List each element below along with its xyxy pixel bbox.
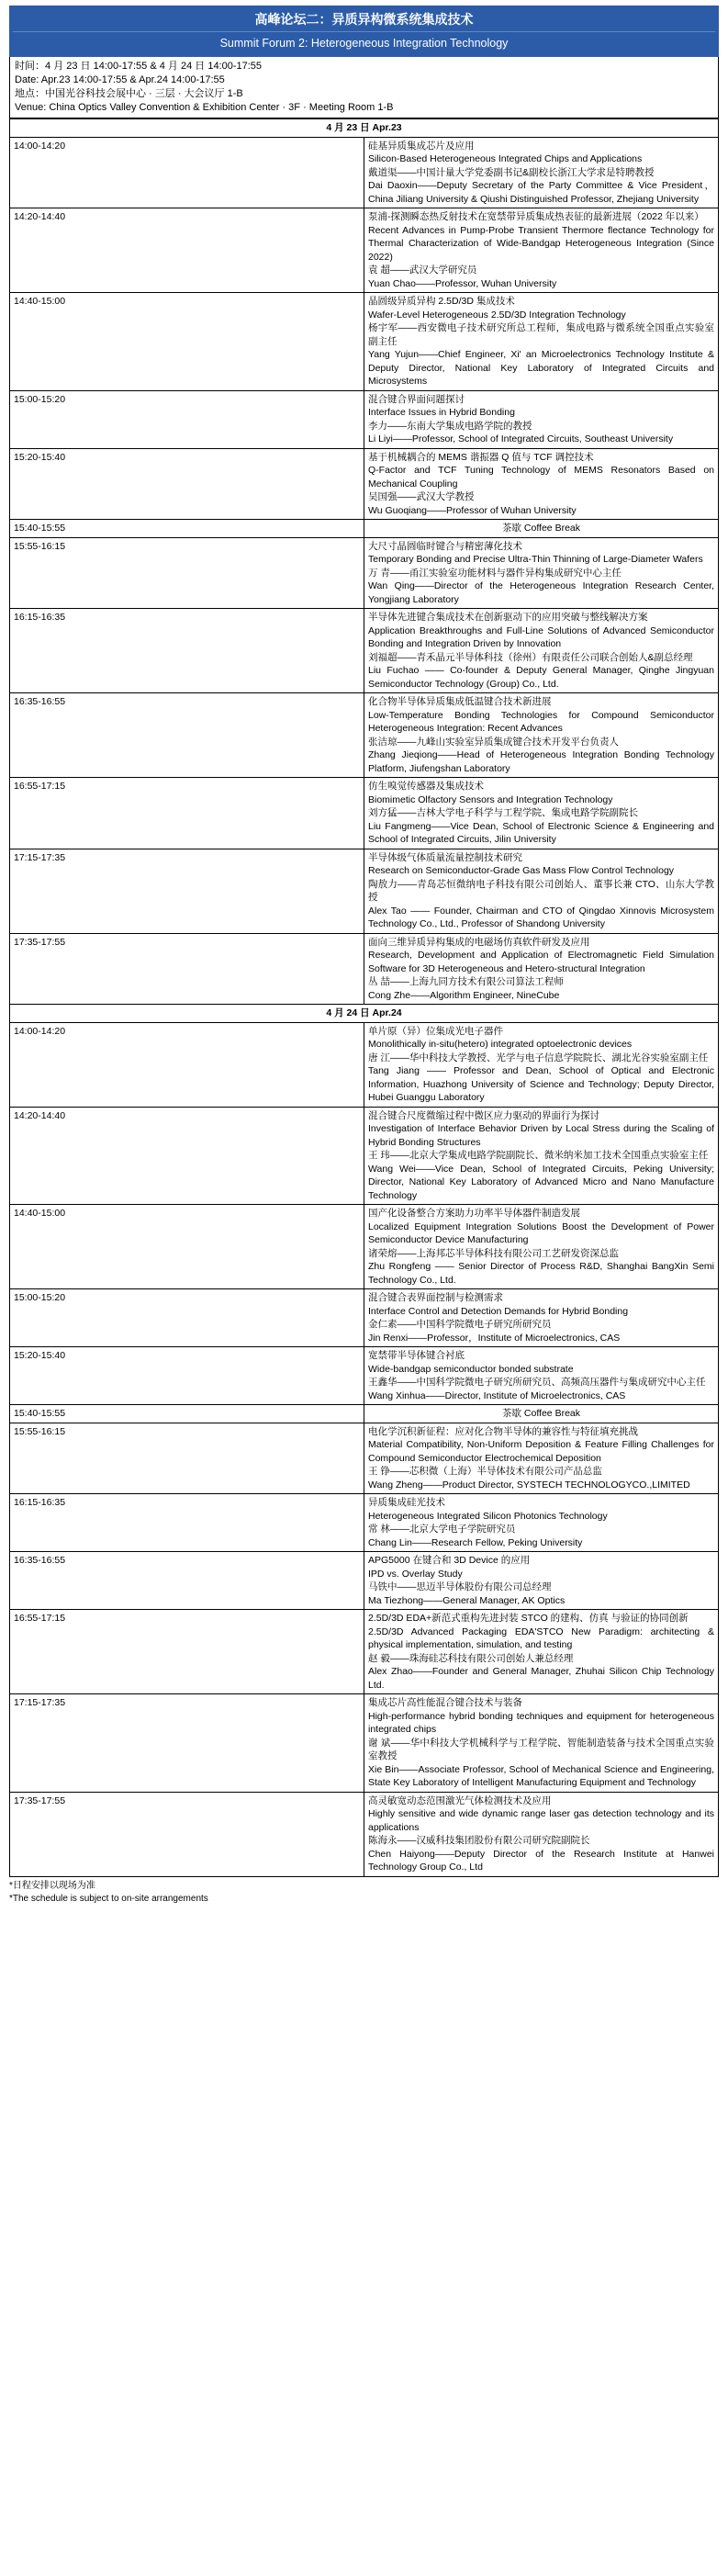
session-time: 15:00-15:20 <box>10 390 364 448</box>
session-details <box>364 293 719 391</box>
forum-meta <box>9 57 719 118</box>
session-row <box>10 849 719 933</box>
session-line: 赵 毅——珠海硅芯科技有限公司创始人兼总经理 <box>368 1652 574 1664</box>
session-line: 集成芯片高性能混合键合技术与装备 <box>368 1697 522 1708</box>
session-line: 陶敖力——青岛芯恒微纳电子科技有限公司创始人、董事长兼 CTO、山东大学教授 <box>368 878 714 903</box>
session-line: Research on Semiconductor-Grade Gas Mass Flow Control Technology <box>368 865 675 876</box>
session-details <box>364 933 719 1005</box>
session-line: Highly sensitive and wide dynamic range laser gas detection technology and its applications <box>368 1808 714 1833</box>
session-time: 17:15-17:35 <box>10 1694 364 1793</box>
session-time: 17:35-17:55 <box>10 933 364 1005</box>
session-line: High-performance hybrid bonding techniques and equipment for heterogeneous integrated chips <box>368 1710 714 1735</box>
session-time: 16:55-17:15 <box>10 1610 364 1694</box>
day-header-row <box>10 119 719 138</box>
session-row <box>10 537 719 609</box>
session-line: Material Compatibility, Non-Uniform Deposition & Feature Filling Challenges for Compound Semiconductor Electrochemical Deposition <box>368 1439 714 1464</box>
session-line: Wide-bandgap semiconductor bonded substrate <box>368 1363 574 1375</box>
session-line: 刘方猛——吉林大学电子科学与工程学院、集成电路学院副院长 <box>368 807 638 818</box>
session-details <box>364 609 719 693</box>
session-line: Interface Control and Detection Demands for Hybrid Bonding <box>368 1305 629 1317</box>
session-line: Alex Zhao——Founder and General Manager, Zhuhai Silicon Chip Technology Ltd. <box>368 1666 714 1691</box>
session-time: 15:20-15:40 <box>10 1347 364 1405</box>
forum-title-cn: 高峰论坛二：异质异构微系统集成技术 <box>254 12 474 27</box>
session-time: 14:00-14:20 <box>10 1022 364 1107</box>
session-line: 国产化设备整合方案助力功率半导体器件制造发展 <box>368 1208 580 1219</box>
session-line: Li Liyi——Professor, School of Integrated Circuits, Southeast University <box>368 433 674 444</box>
session-details <box>364 1205 719 1289</box>
day-label: 4 月 23 日 Apr.23 <box>10 119 719 138</box>
session-line: Dai Daoxin——Deputy Secretary of the Party Committee & Vice President，China Jiliang University & Qiushi Distinguished Professor, Zhejiang University <box>368 180 714 205</box>
session-time: 17:15-17:35 <box>10 849 364 933</box>
session-time: 15:55-16:15 <box>10 537 364 609</box>
session-details <box>364 778 719 849</box>
session-line: 基于机械耦合的 MEMS 谐振器 Q 值与 TCF 调控技术 <box>368 451 594 463</box>
session-line: 异质集成硅光技术 <box>368 1497 445 1508</box>
session-time: 16:55-17:15 <box>10 778 364 849</box>
session-line: 王 铮——芯积微（上海）半导体技术有限公司产品总监 <box>368 1466 602 1477</box>
session-line: 电化学沉积新征程：应对化合物半导体的兼容性与特征填充挑战 <box>368 1425 638 1437</box>
session-line: Zhu Rongfeng —— Senior Director of Process R&D, Shanghai BangXin Semi Technology Co., Ltd. <box>368 1261 714 1286</box>
session-details <box>364 693 719 778</box>
session-time: 15:40-15:55 <box>10 520 364 538</box>
session-details <box>364 1694 719 1793</box>
footnote-cn: *日程安排以现场为准 <box>9 1880 95 1891</box>
session-row <box>10 1552 719 1610</box>
session-row <box>10 609 719 693</box>
session-line: 丛 喆——上海九同方技术有限公司算法工程师 <box>368 976 564 987</box>
session-time: 15:55-16:15 <box>10 1423 364 1494</box>
session-line: 高灵敏宽动态范围激光气体检测技术及应用 <box>368 1794 552 1806</box>
session-row <box>10 137 719 208</box>
break-row <box>10 520 719 538</box>
session-details <box>364 1610 719 1694</box>
session-line: Interface Issues in Hybrid Bonding <box>368 407 515 418</box>
session-line: 半导体先进键合集成技术在创新驱动下的应用突破与整线解决方案 <box>368 612 648 623</box>
session-row <box>10 293 719 391</box>
session-row <box>10 1494 719 1552</box>
session-details <box>364 448 719 520</box>
meta-time-cn: 时间：4 月 23 日 14:00-17:55 & 4 月 24 日 14:00-17:55 <box>15 61 263 72</box>
session-time: 14:00-14:20 <box>10 137 364 208</box>
session-time: 16:35-16:55 <box>10 1552 364 1610</box>
session-row <box>10 448 719 520</box>
session-time: 14:40-15:00 <box>10 1205 364 1289</box>
session-line: 王鑫华——中国科学院微电子研究所研究员、高频高压器件与集成研究中心主任 <box>368 1377 706 1388</box>
session-line: Xie Bin——Associate Professor, School of Mechanical Science and Engineering, State Key Laboratory of Intelligent Manufacturing Equipment and Technology <box>368 1763 714 1788</box>
session-line: 混合键合尺度微缩过程中微区应力驱动的界面行为探讨 <box>368 1109 599 1121</box>
session-line: Wafer-Level Heterogeneous 2.5D/3D Integration Technology <box>368 309 626 321</box>
break-label: 茶歇 Coffee Break <box>364 520 719 538</box>
day-label: 4 月 24 日 Apr.24 <box>10 1005 719 1023</box>
session-row <box>10 1610 719 1694</box>
session-line: 混合键合表界面控制与检测需求 <box>368 1292 503 1303</box>
session-row <box>10 208 719 293</box>
session-line: Wu Guoqiang——Professor of Wuhan University <box>368 504 577 516</box>
session-line: 李力——东南大学集成电路学院的教授 <box>368 420 532 432</box>
footnote <box>9 1877 719 1906</box>
session-row <box>10 1107 719 1205</box>
day-header-row <box>10 1005 719 1023</box>
session-time: 16:15-16:35 <box>10 609 364 693</box>
session-line: 刘福超——青禾晶元半导体科技（徐州）有限责任公司联合创始人&副总经理 <box>368 651 693 663</box>
session-line: 宽禁带半导体键合衬底 <box>368 1350 465 1361</box>
meta-time-en: Date: Apr.23 14:00-17:55 & Apr.24 14:00-17:55 <box>15 74 225 85</box>
meta-venue-en: Venue: China Optics Valley Convention & Exhibition Center · 3F · Meeting Room 1-B <box>15 102 394 113</box>
session-details <box>364 390 719 448</box>
session-line: Chen Haiyong——Deputy Director of the Research Institute at Hanwei Technology Group Co., Ltd <box>368 1848 714 1873</box>
session-line: Silicon-Based Heterogeneous Integrated Chips and Applications <box>368 153 643 164</box>
forum-header <box>9 6 719 57</box>
session-details <box>364 537 719 609</box>
session-details <box>364 849 719 933</box>
session-row <box>10 1022 719 1107</box>
session-line: Wang Xinhua——Director, Institute of Microelectronics, CAS <box>368 1389 626 1401</box>
session-time: 16:15-16:35 <box>10 1494 364 1552</box>
session-details <box>364 1022 719 1107</box>
session-line: Ma Tiezhong——General Manager, AK Optics <box>368 1594 566 1606</box>
session-line: Wang Wei——Vice Dean, School of Integrated Circuits, Peking University; Director, National Key Laboratory of Advanced Micro and Nano Manufacture Technology <box>368 1163 714 1201</box>
session-line: Yuan Chao——Professor, Wuhan University <box>368 277 557 289</box>
session-line: 仿生嗅觉传感器及集成技术 <box>368 781 484 792</box>
session-details <box>364 1107 719 1205</box>
session-line: IPD vs. Overlay Study <box>368 1568 463 1580</box>
session-line: 常 林——北京大学电子学院研究员 <box>368 1524 516 1535</box>
session-line: Application Breakthroughs and Full-Line Solutions of Advanced Semiconductor Bonding and Integration Driven by Innovation <box>368 624 714 649</box>
session-details <box>364 1289 719 1347</box>
session-row <box>10 778 719 849</box>
session-row <box>10 1792 719 1876</box>
break-label: 茶歇 Coffee Break <box>364 1405 719 1423</box>
session-line: 王 玮——北京大学集成电路学院副院长、微米纳米加工技术全国重点实验室主任 <box>368 1150 709 1161</box>
session-time: 15:20-15:40 <box>10 448 364 520</box>
session-line: Biomimetic Olfactory Sensors and Integration Technology <box>368 793 613 805</box>
session-line: Low-Temperature Bonding Technologies for Compound Semiconductor Heterogeneous Integration: Recent Advances <box>368 709 714 734</box>
session-row <box>10 1694 719 1793</box>
session-line: Liu Fangmeng——Vice Dean, School of Electronic Science & Engineering and School of Integrated Circuits, Jilin University <box>368 820 714 845</box>
session-row <box>10 933 719 1005</box>
session-line: Q-Factor and TCF Tuning Technology of MEMS Resonators Based on Mechanical Coupling <box>368 465 714 489</box>
session-line: 诸荣熔——上海邦芯半导体科技有限公司工艺研发资深总监 <box>368 1247 619 1259</box>
session-line: Temporary Bonding and Precise Ultra-Thin Thinning of Large-Diameter Wafers <box>368 554 703 565</box>
session-line: 唐 江——华中科技大学教授、光学与电子信息学院院长、湖北光谷实验室副主任 <box>368 1052 709 1063</box>
meta-venue-cn: 地点：中国光谷科技会展中心 · 三层 · 大会议厅 1-B <box>15 88 243 99</box>
session-line: 半导体级气体质量流量控制技术研究 <box>368 851 522 863</box>
session-line: 袁 超——武汉大学研究员 <box>368 264 477 276</box>
session-time: 16:35-16:55 <box>10 693 364 778</box>
session-row <box>10 390 719 448</box>
session-details <box>364 137 719 208</box>
session-line: 混合键合界面问题探讨 <box>368 393 465 405</box>
schedule-table <box>9 118 719 1877</box>
session-line: 金仁素——中国科学院微电子研究所研究员 <box>368 1319 552 1330</box>
session-row <box>10 1347 719 1405</box>
session-line: 泵浦-探测瞬态热反射技术在宽禁带异质集成热表征的最新进展（2022 年以来） <box>368 211 704 222</box>
session-line: 陈海永——汉威科技集团股份有限公司研究院副院长 <box>368 1835 590 1846</box>
session-time: 14:20-14:40 <box>10 1107 364 1205</box>
session-time: 14:40-15:00 <box>10 293 364 391</box>
forum-title-en: Summit Forum 2: Heterogeneous Integration Technology <box>13 31 715 51</box>
session-line: 化合物半导体异质集成低温键合技术新进展 <box>368 696 552 707</box>
session-line: Heterogeneous Integrated Silicon Photonics Technology <box>368 1510 608 1522</box>
session-line: APG5000 在键合和 3D Device 的应用 <box>368 1555 531 1566</box>
session-details <box>364 1423 719 1494</box>
session-line: Wang Zheng——Product Director, SYSTECH TECHNOLOGYCO.,LIMITED <box>368 1479 690 1490</box>
session-line: Zhang Jieqiong——Head of Heterogeneous Integration Bonding Technology Platform, Jiufengshan Laboratory <box>368 749 714 774</box>
session-line: Chang Lin——Research Fellow, Peking University <box>368 1536 583 1548</box>
session-line: 吴国强——武汉大学教授 <box>368 491 475 502</box>
session-line: Alex Tao —— Founder, Chairman and CTO of Qingdao Xinnovis Microsystem Technology Co., Ltd., Professor of Shandong University <box>368 905 714 929</box>
session-time: 15:40-15:55 <box>10 1405 364 1423</box>
break-row <box>10 1405 719 1423</box>
session-details <box>364 1792 719 1876</box>
session-line: 谢 斌——华中科技大学机械科学与工程学院、智能制造装备与技术全国重点实验室教授 <box>368 1737 714 1761</box>
session-line: Liu Fuchao —— Co-founder & Deputy General Manager, Qinghe Jingyuan Semiconductor Technology (Group) Co., Ltd. <box>368 665 714 690</box>
session-time: 15:00-15:20 <box>10 1289 364 1347</box>
session-line: Investigation of Interface Behavior Driven by Local Stress during the Scaling of Hybrid Bonding Structures <box>368 1123 714 1148</box>
session-line: 戴道渠——中国计量大学党委副书记&副校长浙江大学求是特聘教授 <box>368 166 655 178</box>
session-line: 2.5D/3D Advanced Packaging EDA'STCO New Paradigm: architecting & physical implementation, simulation, and testing <box>368 1625 714 1650</box>
session-line: 面向三维异质异构集成的电磁场仿真软件研发及应用 <box>368 936 590 948</box>
session-time: 14:20-14:40 <box>10 208 364 293</box>
session-time: 17:35-17:55 <box>10 1792 364 1876</box>
session-line: 马铁中——思迈半导体股份有限公司总经理 <box>368 1581 552 1592</box>
session-row <box>10 1205 719 1289</box>
session-details <box>364 208 719 293</box>
session-line: 万 青——甬江实验室功能材料与器件异构集成研究中心主任 <box>368 567 622 579</box>
session-line: Monolithically in-situ(hetero) integrated optoelectronic devices <box>368 1039 633 1050</box>
session-row <box>10 1423 719 1494</box>
session-line: 大尺寸晶圆临时键合与精密薄化技术 <box>368 540 522 552</box>
session-line: Tang Jiang —— Professor and Dean, School of Optical and Electronic Information, Huazhong University of Science and Technology; Deputy Director, Hubei Guanggu Laboratory <box>368 1065 714 1103</box>
session-details <box>364 1552 719 1610</box>
session-line: Wan Qing——Director of the Heterogeneous Integration Research Center, Yongjiang Laboratory <box>368 580 714 605</box>
footnote-en: *The schedule is subject to on-site arrangements <box>9 1893 208 1904</box>
session-line: 单片原（异）位集成光电子器件 <box>368 1025 503 1037</box>
session-line: 2.5D/3D EDA+新范式重构先进封装 STCO 的建构、仿真 与验证的协同创新 <box>368 1613 689 1624</box>
session-line: Research, Development and Application of Electromagnetic Field Simulation Software for 3D Heterogeneous and Hetero-structural Integration <box>368 950 714 974</box>
session-details <box>364 1347 719 1405</box>
session-line: Jin Renxi——Professor，Institute of Microelectronics, CAS <box>368 1332 621 1344</box>
session-line: 晶圆级异质异构 2.5D/3D 集成技术 <box>368 296 515 307</box>
session-line: Cong Zhe——Algorithm Engineer, NineCube <box>368 989 560 1001</box>
session-line: 硅基异质集成芯片及应用 <box>368 140 475 152</box>
session-line: Localized Equipment Integration Solutions Boost the Development of Power Semiconductor Device Manufacturing <box>368 1221 714 1245</box>
session-line: 杨宇军——西安微电子技术研究所总工程师，集成电路与微系统全国重点实验室副主任 <box>368 322 714 347</box>
session-details <box>364 1494 719 1552</box>
session-line: 张洁琼——九峰山实验室异质集成键合技术开发平台负责人 <box>368 736 619 748</box>
session-line: Yang Yujun——Chief Engineer, Xi' an Microelectronics Technology Institute & Deputy Director, National Key Laboratory of Integrated Circuits and Microsystems <box>368 349 714 387</box>
session-row <box>10 693 719 778</box>
session-row <box>10 1289 719 1347</box>
session-line: Recent Advances in Pump-Probe Transient Thermore flectance Technology for Thermal Characterization of Wide-Bandgap Heterogeneous Integration (Since 2022) <box>368 224 714 263</box>
